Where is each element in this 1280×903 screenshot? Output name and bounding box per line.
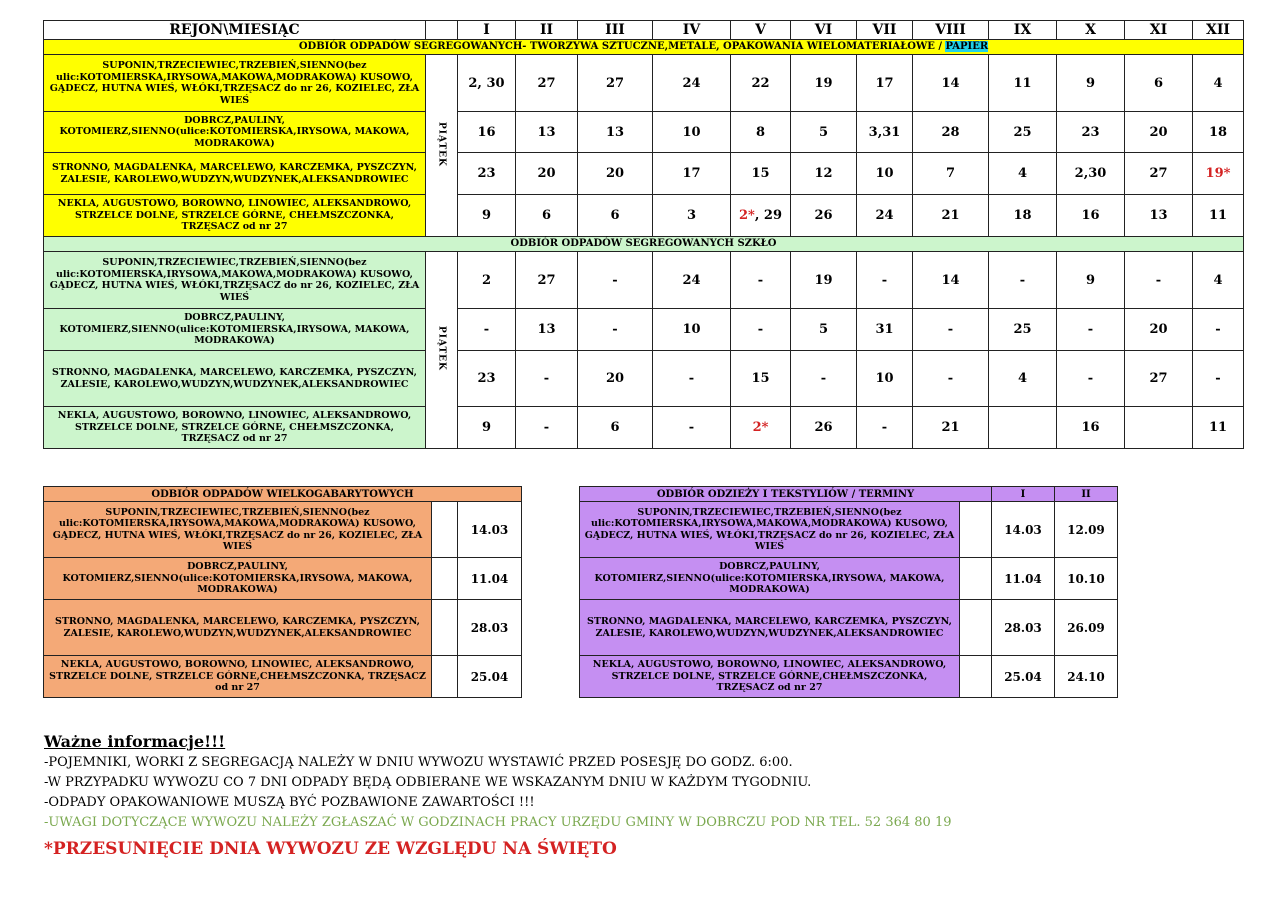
segregated-title-text: ODBIÓR ODPADÓW SEGREGOWANYCH- TWORZYWA SZTUCZNE,METALE, OPAKOWANIA WIELOMATERIAŁOWE /	[298, 41, 946, 52]
value-cell: 15	[731, 153, 791, 195]
value-cell: 4	[1193, 55, 1244, 112]
value-cell: 24.10	[1055, 656, 1118, 698]
header-month: VI	[791, 21, 857, 40]
region-cell: SUPONIN,TRZECIEWIEC,TRZEBIEŃ,SIENNO(bez ulic:KOTOMIERSKA,IRYSOWA,MAKOWA,MODRAKOWA) KUSOWO, GĄDECZ, HUTNA WIEŚ, WŁÓKI,TRZĘSACZ do nr 26, KOZIELEC, ZŁA WIEŚ	[44, 252, 426, 309]
value-cell: 6	[578, 407, 653, 449]
region-cell: NEKLA, AUGUSTOWO, BOROWNO, LINOWIEC, ALEKSANDROWO, STRZELCE DOLNE, STRZELCE GÓRNE, CHEŁMSZCZONKA, TRZĘSACZ od nr 27	[44, 195, 426, 237]
value-cell: 14.03	[992, 502, 1055, 558]
value-cell: 20	[578, 351, 653, 407]
table-row	[44, 112, 1244, 153]
day-label: PIĄTEK	[436, 121, 447, 167]
segregated-title	[44, 40, 1244, 55]
value-cell: -	[857, 252, 913, 309]
value-cell: 13	[578, 112, 653, 153]
header-month: IV	[653, 21, 731, 40]
value-cell: 28.03	[992, 600, 1055, 656]
value-cell	[989, 407, 1057, 449]
empty-cell	[432, 558, 458, 600]
value-cell: 20	[578, 153, 653, 195]
table-row	[44, 252, 1244, 309]
value-cell: 27	[516, 55, 578, 112]
value-cell: -	[1057, 309, 1125, 351]
value-cell: 3	[653, 195, 731, 237]
table-row	[44, 656, 522, 698]
value-cell: 26.09	[1055, 600, 1118, 656]
note-line: -POJEMNIKI, WORKI Z SEGREGACJĄ NALEŻY W DNIU WYWOZU WYSTAWIĆ PRZED POSESJĘ DO GODZ. 6:00.	[44, 755, 793, 770]
value-cell: 9	[1057, 252, 1125, 309]
value-cell: 6	[1125, 55, 1193, 112]
value-cell: 27	[1125, 351, 1193, 407]
textile-col-2: II	[1055, 487, 1118, 502]
region-cell: SUPONIN,TRZECIEWIEC,TRZEBIEŃ,SIENNO(bez ulic:KOTOMIERSKA,IRYSOWA,MAKOWA,MODRAKOWA) KUSOWO, GĄDECZ, HUTNA WIEŚ, WŁÓKI,TRZĘSACZ do nr 26, KOZIELEC, ZŁA WIEŚ	[44, 502, 432, 558]
value-cell: 10	[653, 112, 731, 153]
contact-note: -UWAGI DOTYCZĄCE WYWOZU NALEŻY ZGŁASZAĆ W GODZINACH PRACY URZĘDU GMINY W DOBRCZU POD NR TEL. 52 364 80 19	[44, 815, 952, 830]
value-cell: -	[1057, 351, 1125, 407]
value-cell: 21	[913, 195, 989, 237]
value-cell: 26	[791, 195, 857, 237]
table-row	[44, 600, 522, 656]
region-cell: NEKLA, AUGUSTOWO, BOROWNO, LINOWIEC, ALEKSANDROWO, STRZELCE DOLNE, STRZELCE GÓRNE,CHEŁMSZCZONKA, TRZĘSACZ od nr 27	[580, 656, 960, 698]
region-cell: SUPONIN,TRZECIEWIEC,TRZEBIEŃ,SIENNO(bez ulic:KOTOMIERSKA,IRYSOWA,MAKOWA,MODRAKOWA) KUSOWO, GĄDECZ, HUTNA WIEŚ, WŁÓKI,TRZĘSACZ do nr 26, KOZIELEC, ZŁA WIEŚ	[580, 502, 960, 558]
region-cell: STRONNO, MAGDALENKA, MARCELEWO, KARCZEMKA, PYSZCZYN, ZALESIE, KAROLEWO,WUDZYN,WUDZYNEK,ALEKSANDROWIEC	[580, 600, 960, 656]
holiday-date: 2*	[739, 208, 755, 223]
value-cell: 13	[516, 309, 578, 351]
bulky-waste-table	[43, 486, 522, 698]
value-cell: 4	[989, 153, 1057, 195]
textile-title-row	[580, 487, 1118, 502]
region-cell: DOBRCZ,PAULINY, KOTOMIERZ,SIENNO(ulice:KOTOMIERSKA,IRYSOWA, MAKOWA, MODRAKOWA)	[44, 309, 426, 351]
header-month	[426, 21, 458, 40]
table-row	[44, 351, 1244, 407]
value-cell: 11	[989, 55, 1057, 112]
value-cell: 12	[791, 153, 857, 195]
value-cell: 25	[989, 112, 1057, 153]
bulky-title: ODBIÓR ODPADÓW WIELKOGABARYTOWYCH	[44, 487, 522, 502]
notes-title: Ważne informacje!!!	[44, 732, 226, 751]
textile-collection-table	[579, 486, 1118, 698]
empty-cell	[960, 502, 992, 558]
value-cell: -	[731, 309, 791, 351]
value-cell: 5	[791, 112, 857, 153]
value-cell: 24	[653, 55, 731, 112]
value-cell: -	[731, 252, 791, 309]
region-cell: STRONNO, MAGDALENKA, MARCELEWO, KARCZEMKA, PYSZCZYN, ZALESIE, KAROLEWO,WUDZYN,WUDZYNEK,ALEKSANDROWIEC	[44, 351, 426, 407]
empty-cell	[960, 600, 992, 656]
value-cell: 10	[653, 309, 731, 351]
note-line: -ODPADY OPAKOWANIOWE MUSZĄ BYĆ POZBAWIONE ZAWARTOŚCI !!!	[44, 795, 535, 810]
value-cell: 14.03	[458, 502, 522, 558]
table-row	[44, 558, 522, 600]
important-notes	[44, 732, 1264, 859]
table-row	[44, 407, 1244, 449]
value-cell: 6	[516, 195, 578, 237]
value-cell: 2*	[731, 407, 791, 449]
glass-title	[44, 237, 1244, 252]
header-month: III	[578, 21, 653, 40]
value-cell: 19*	[1193, 153, 1244, 195]
value-cell: -	[989, 252, 1057, 309]
table-row	[580, 600, 1118, 656]
header-month: IX	[989, 21, 1057, 40]
value-cell: 9	[458, 407, 516, 449]
value-cell	[1125, 407, 1193, 449]
value-cell: -	[857, 407, 913, 449]
value-cell	[731, 195, 791, 237]
region-cell: NEKLA, AUGUSTOWO, BOROWNO, LINOWIEC, ALEKSANDROWO, STRZELCE DOLNE, STRZELCE GÓRNE, CHEŁMSZCZONKA, TRZĘSACZ od nr 27	[44, 407, 426, 449]
value-cell: -	[578, 252, 653, 309]
value-cell: 19	[791, 55, 857, 112]
glass-title-row	[44, 237, 1244, 252]
value-cell: 21	[913, 407, 989, 449]
value-cell: 16	[1057, 195, 1125, 237]
value-cell: 20	[1125, 309, 1193, 351]
value-cell: 13	[1125, 195, 1193, 237]
value-cell: 7	[913, 153, 989, 195]
textile-col-1: I	[992, 487, 1055, 502]
region-cell: DOBRCZ,PAULINY, KOTOMIERZ,SIENNO(ulice:KOTOMIERSKA,IRYSOWA, MAKOWA, MODRAKOWA)	[44, 558, 432, 600]
value-cell: 17	[857, 55, 913, 112]
value-cell: 24	[857, 195, 913, 237]
table-row	[44, 55, 1244, 112]
value-cell: 27	[516, 252, 578, 309]
table-row	[44, 309, 1244, 351]
value-cell: 28.03	[458, 600, 522, 656]
value-cell: 9	[458, 195, 516, 237]
header-month: II	[516, 21, 578, 40]
table-row	[44, 153, 1244, 195]
value-cell: -	[458, 309, 516, 351]
table-row	[44, 502, 522, 558]
value-cell: 10	[857, 351, 913, 407]
collection-schedule-table	[43, 20, 1244, 449]
value-cell: -	[653, 351, 731, 407]
value-cell: 10.10	[1055, 558, 1118, 600]
value-cell: 3,31	[857, 112, 913, 153]
empty-cell	[960, 656, 992, 698]
value-cell: 18	[1193, 112, 1244, 153]
region-cell: STRONNO, MAGDALENKA, MARCELEWO, KARCZEMKA, PYSZCZYN, ZALESIE, KAROLEWO,WUDZYN,WUDZYNEK,ALEKSANDROWIEC	[44, 153, 426, 195]
paper-highlight: PAPIER	[945, 41, 989, 52]
value-cell: 27	[1125, 153, 1193, 195]
header-region-month: REJON\MIESIĄC	[44, 21, 426, 40]
empty-cell	[432, 656, 458, 698]
glass-title-text: ODBIÓR ODPADÓW SEGREGOWANYCH SZKŁO	[510, 238, 777, 249]
date: , 29	[754, 208, 782, 223]
table-row	[580, 502, 1118, 558]
value-cell: 2	[458, 252, 516, 309]
value-cell: 5	[791, 309, 857, 351]
value-cell: -	[913, 351, 989, 407]
header-month: XII	[1193, 21, 1244, 40]
value-cell: -	[516, 407, 578, 449]
value-cell: -	[653, 407, 731, 449]
header-row	[44, 21, 1244, 40]
region-cell: STRONNO, MAGDALENKA, MARCELEWO, KARCZEMKA, PYSZCZYN, ZALESIE, KAROLEWO,WUDZYN,WUDZYNEK,ALEKSANDROWIEC	[44, 600, 432, 656]
header-month: VIII	[913, 21, 989, 40]
empty-cell	[960, 558, 992, 600]
header-month: V	[731, 21, 791, 40]
value-cell: 9	[1057, 55, 1125, 112]
segregated-title-row	[44, 40, 1244, 55]
value-cell: 11	[1193, 195, 1244, 237]
value-cell: 14	[913, 55, 989, 112]
table-row	[580, 558, 1118, 600]
value-cell: -	[913, 309, 989, 351]
value-cell: 16	[1057, 407, 1125, 449]
bulky-title-row	[44, 487, 522, 502]
value-cell: 17	[653, 153, 731, 195]
empty-cell	[432, 502, 458, 558]
value-cell: 15	[731, 351, 791, 407]
value-cell: 24	[653, 252, 731, 309]
value-cell: -	[1125, 252, 1193, 309]
header-month: XI	[1125, 21, 1193, 40]
value-cell: 2, 30	[458, 55, 516, 112]
value-cell: 25.04	[992, 656, 1055, 698]
header-month: VII	[857, 21, 913, 40]
value-cell: 25.04	[458, 656, 522, 698]
day-cell	[426, 252, 458, 449]
value-cell: 8	[731, 112, 791, 153]
note-line: -W PRZYPADKU WYWOZU CO 7 DNI ODPADY BĘDĄ ODBIERANE WE WSKAZANYM DNIU W KAŻDYM TYGODNIU.	[44, 775, 812, 790]
value-cell: 23	[458, 351, 516, 407]
value-cell: 23	[458, 153, 516, 195]
value-cell: 11.04	[992, 558, 1055, 600]
value-cell: 22	[731, 55, 791, 112]
value-cell: 18	[989, 195, 1057, 237]
region-cell: DOBRCZ,PAULINY, KOTOMIERZ,SIENNO(ulice:KOTOMIERSKA,IRYSOWA, MAKOWA, MODRAKOWA)	[44, 112, 426, 153]
value-cell: 27	[578, 55, 653, 112]
value-cell: 10	[857, 153, 913, 195]
value-cell: -	[516, 351, 578, 407]
value-cell: 4	[1193, 252, 1244, 309]
value-cell: 19	[791, 252, 857, 309]
value-cell: 20	[1125, 112, 1193, 153]
day-label: PIĄTEK	[436, 326, 447, 371]
value-cell: 25	[989, 309, 1057, 351]
table-row	[44, 195, 1244, 237]
empty-cell	[432, 600, 458, 656]
value-cell: 6	[578, 195, 653, 237]
value-cell: 13	[516, 112, 578, 153]
value-cell: 31	[857, 309, 913, 351]
value-cell: 4	[989, 351, 1057, 407]
day-cell	[426, 55, 458, 237]
value-cell: 20	[516, 153, 578, 195]
region-cell: DOBRCZ,PAULINY, KOTOMIERZ,SIENNO(ulice:KOTOMIERSKA,IRYSOWA, MAKOWA, MODRAKOWA)	[580, 558, 960, 600]
region-cell: SUPONIN,TRZECIEWIEC,TRZEBIEŃ,SIENNO(bez ulic:KOTOMIERSKA,IRYSOWA,MAKOWA,MODRAKOWA) KUSOWO, GĄDECZ, HUTNA WIEŚ, WŁÓKI,TRZĘSACZ do nr 26, KOZIELEC, ZŁA WIEŚ	[44, 55, 426, 112]
value-cell: -	[1193, 351, 1244, 407]
value-cell: -	[578, 309, 653, 351]
header-month: I	[458, 21, 516, 40]
value-cell: 16	[458, 112, 516, 153]
region-cell: NEKLA, AUGUSTOWO, BOROWNO, LINOWIEC, ALEKSANDROWO, STRZELCE DOLNE, STRZELCE GÓRNE,CHEŁMSZCZONKA, TRZĘSACZ od nr 27	[44, 656, 432, 698]
value-cell: 11	[1193, 407, 1244, 449]
value-cell: 28	[913, 112, 989, 153]
value-cell: 23	[1057, 112, 1125, 153]
holiday-note: *PRZESUNIĘCIE DNIA WYWOZU ZE WZGLĘDU NA ŚWIĘTO	[44, 839, 617, 859]
value-cell: 14	[913, 252, 989, 309]
value-cell: 12.09	[1055, 502, 1118, 558]
value-cell: -	[1193, 309, 1244, 351]
value-cell: 2,30	[1057, 153, 1125, 195]
value-cell: 26	[791, 407, 857, 449]
value-cell: -	[791, 351, 857, 407]
table-row	[580, 656, 1118, 698]
header-month: X	[1057, 21, 1125, 40]
value-cell: 11.04	[458, 558, 522, 600]
textile-title: ODBIÓR ODZIEŻY I TEKSTYLIÓW / TERMINY	[580, 487, 992, 502]
